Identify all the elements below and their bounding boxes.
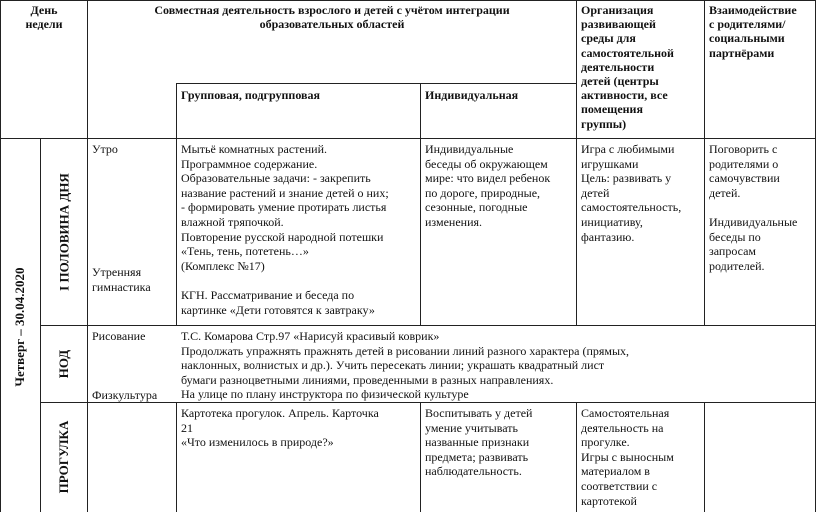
header-day-of-week: День недели bbox=[25, 3, 63, 32]
walk-environment: Самостоятельная деятельность на прогулке. Игры с выносным материалом в соответствии с картотекой bbox=[581, 406, 674, 508]
time-physical-education: Физкультура bbox=[92, 388, 158, 402]
first-half-parents: Поговорить с родителями о самочувствии детей. Индивидуальные беседы по запросам родителей. bbox=[709, 142, 798, 273]
section-label-first-half: I ПОЛОВИНА ДНЯ bbox=[56, 173, 72, 291]
header-environment: Организация развивающей среды для самостоятельной деятельности детей (центры активности, все помещения группы) bbox=[581, 3, 674, 131]
time-morning: Утро bbox=[92, 142, 118, 156]
header-parents: Взаимодействие с родителями/ социальными партнёрами bbox=[709, 3, 797, 60]
time-drawing: Рисование bbox=[92, 329, 146, 343]
header-individual: Индивидуальная bbox=[425, 88, 519, 102]
nod-content: Т.С. Комарова Стр.97 «Нарисуй красивый коврик» Продолжать упражнять пражнять детей в рисовании линий разного характера (прямых, наклонных, волнистых и др.). Учить пересекать линии; украшать квадратный лист бумаги разноцветными линиями, проведенными в разных направлениях. На улице по плану инструктора по физической культуре bbox=[181, 329, 630, 402]
first-half-group-activity: Мытьё комнатных растений. Программное содержание. Образовательные задачи: - закрепить название растений и знание детей о них; - формировать умение протирать листья влажной тряпочкой. Повторение русской народной потешки «Тень, тень, потетень…» (Комплекс №17) КГН. Рассматривание и беседа по картинке «Дети готовятся к завтраку» bbox=[181, 142, 389, 317]
first-half-individual-activity: Индивидуальные беседы об окружающем мире: что видел ребенок по дороге, природные, сезонные, погодные изменения. bbox=[425, 142, 551, 229]
header-joint-activity: Совместная деятельность взрослого и детей с учётом интеграции образовательных областей bbox=[154, 3, 510, 32]
first-half-environment: Игра с любимыми игрушками Цель: развивать у детей самостоятельность, инициативу, фантазию. bbox=[581, 142, 682, 244]
section-label-nod: НОД bbox=[56, 349, 71, 379]
time-gymnastics: Утренняя гимнастика bbox=[92, 265, 151, 294]
walk-group-activity: Картотека прогулок. Апрель. Карточка 21 «Что изменилось в природе?» bbox=[181, 406, 379, 450]
section-label-walk: ПРОГУЛКА bbox=[56, 420, 71, 494]
walk-individual-activity: Воспитывать у детей умение учитывать названные признаки предмета; развивать наблюдательность. bbox=[425, 406, 533, 479]
day-label: Четверг – 30.04.2020 bbox=[12, 267, 27, 387]
header-group: Групповая, подгрупповая bbox=[181, 88, 321, 102]
